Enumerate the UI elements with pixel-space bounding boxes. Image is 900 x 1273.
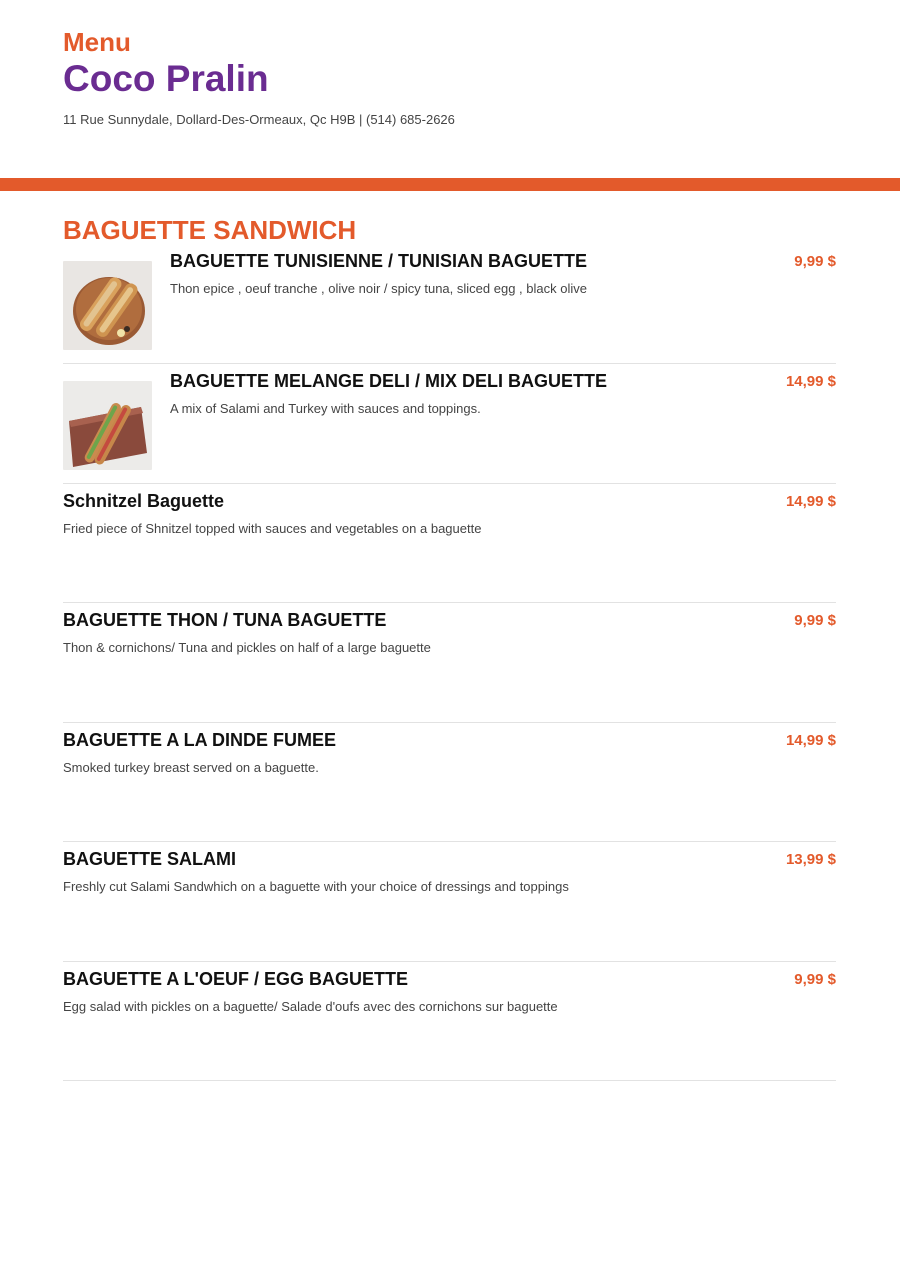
menu-item[interactable]	[63, 484, 836, 604]
item-name: BAGUETTE TUNISIENNE / TUNISIAN BAGUETTE	[170, 251, 588, 271]
menu-item[interactable]	[63, 250, 836, 364]
item-description: A mix of Salami and Turkey with sauces and toppings.	[170, 401, 481, 416]
menu-item[interactable]	[63, 962, 836, 1082]
item-name: BAGUETTE A L'OEUF / EGG BAGUETTE	[63, 968, 408, 989]
menu-item-list	[63, 250, 836, 1081]
item-description: Thon & cornichons/ Tuna and pickles on half of a large baguette	[63, 640, 431, 655]
item-price: 14,99 $	[785, 373, 836, 390]
tunisian-baguette-photo	[63, 261, 152, 350]
mix-deli-baguette-photo	[63, 381, 152, 470]
item-price: 13,99 $	[785, 851, 836, 868]
item-name: BAGUETTE SALAMI	[63, 849, 236, 869]
item-description: Egg salad with pickles on a baguette/ Salade d'oufs avec des cornichons sur baguette	[63, 998, 558, 1014]
menu-item[interactable]	[63, 603, 836, 723]
item-name: BAGUETTE THON / TUNA BAGUETTE	[63, 610, 387, 630]
section-title: BAGUETTE SANDWICH	[63, 215, 357, 245]
menu-header	[63, 28, 843, 128]
menu-item[interactable]	[63, 364, 836, 484]
item-name: BAGUETTE A LA DINDE FUMEE	[63, 729, 336, 750]
restaurant-address: 11 Rue Sunnydale, Dollard-Des-Ormeaux, Qc H9B | (514) 685-2626	[63, 112, 455, 127]
item-price: 14,99 $	[785, 731, 836, 749]
item-price: 9,99 $	[794, 612, 836, 629]
item-name: BAGUETTE MELANGE DELI / MIX DELI BAGUETTE	[170, 371, 608, 391]
item-description: Freshly cut Salami Sandwhich on a baguette with your choice of dressings and toppings	[63, 879, 569, 894]
item-description: Thon epice , oeuf tranche , olive noir / spicy tuna, sliced egg , black olive	[170, 281, 587, 296]
item-name: Schnitzel Baguette	[63, 490, 225, 511]
item-price: 9,99 $	[794, 253, 836, 270]
item-price: 9,99 $	[794, 970, 836, 988]
menu-item[interactable]	[63, 842, 836, 962]
item-price: 14,99 $	[785, 492, 836, 510]
restaurant-name: Coco Pralin	[63, 58, 269, 99]
header-divider-bar	[0, 178, 900, 191]
item-description: Fried piece of Shnitzel topped with sauces and vegetables on a baguette	[63, 520, 482, 536]
menu-label: Menu	[63, 27, 131, 57]
item-description: Smoked turkey breast served on a baguette.	[63, 759, 319, 775]
menu-item[interactable]	[63, 723, 836, 843]
